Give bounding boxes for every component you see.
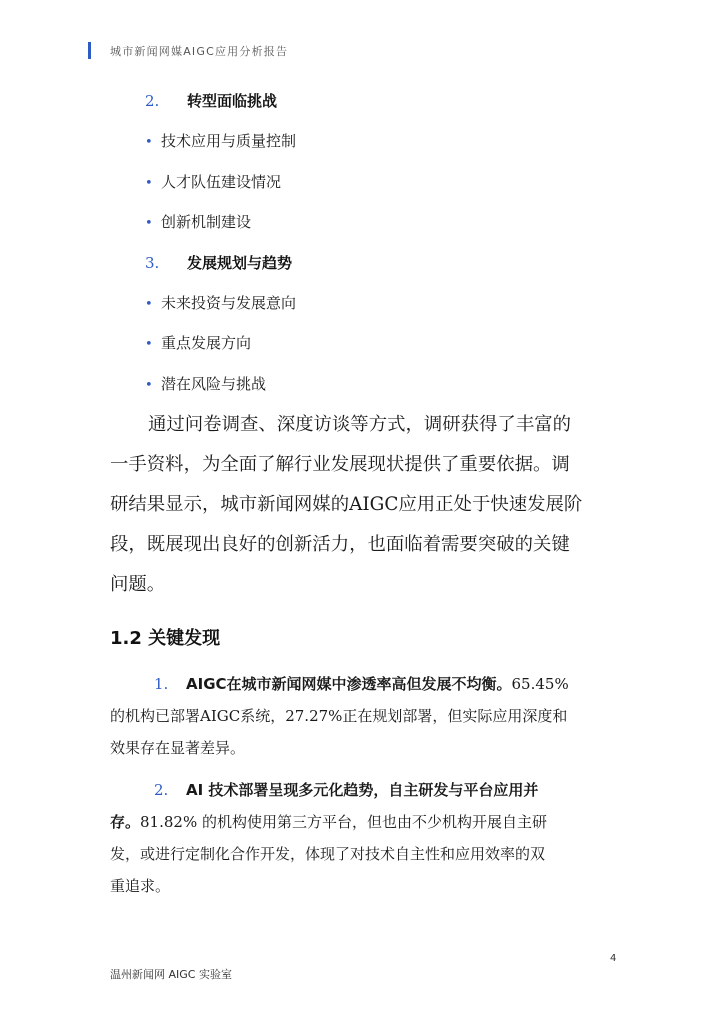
subsection-title: 转型面临挑战 [187,92,278,110]
paragraph-line: 通过问卷调查、深度访谈等方式，调研获得了丰富的 [148,414,571,435]
bullet-text: 创新机制建设 [161,213,252,231]
bullet-item [145,130,296,151]
bullet-dot-icon: • [145,216,153,231]
bullet-dot-icon: • [145,378,153,393]
bullet-dot-icon: • [145,297,153,312]
bullet-text: 潜在风险与挑战 [161,375,267,393]
footer-org: 温州新闻网 AIGC 实验室 [110,968,232,981]
finding-number: 1. [154,675,169,693]
finding-line: 的机构已部署AIGC系统，27.27%正在规划部署，但实际应用深度和 [110,707,568,725]
finding-item [110,668,620,764]
paragraph-line: 一手资料，为全面了解行业发展现状提供了重要依据。调 [110,454,570,475]
header-accent-bar [88,42,91,59]
bullet-item [145,332,251,353]
finding-line: 重追求。 [110,877,171,895]
page-number: 4 [610,953,617,964]
subsection-heading [145,252,292,273]
header-title: 城市新闻网媒AIGC应用分析报告 [110,45,289,58]
subsection-number: 2. [145,92,160,110]
bullet-item [145,373,266,394]
bullet-dot-icon: • [145,337,153,352]
bullet-text: 技术应用与质量控制 [161,132,297,150]
finding-number: 2. [154,781,169,799]
finding-item [110,774,620,902]
bullet-item [145,211,251,232]
paragraph-line: 问题。 [110,574,166,595]
section-title: 1.2 关键发现 [110,628,221,649]
finding-line: 发，或进行定制化合作开发，体现了对技术自主性和应用效率的双 [110,845,546,863]
bullet-text: 重点发展方向 [161,334,252,352]
subsection-heading [145,90,277,111]
subsection-number: 3. [145,254,160,272]
paragraph-line: 研结果显示，城市新闻网媒的AIGC应用正处于快速发展阶 [110,494,583,515]
finding-line: 效果存在显著差异。 [110,739,246,757]
bullet-text: 未来投资与发展意向 [161,294,297,312]
finding-highlight-cont: 存。 [110,813,141,831]
finding-highlight: AIGC在城市新闻网媒中渗透率高但发展不均衡。 [186,675,512,693]
finding-highlight: AI 技术部署呈现多元化趋势，自主研发与平台应用并 [186,781,539,799]
paragraph-line: 段，既展现出良好的创新活力，也面临着需要突破的关键 [110,534,570,555]
bullet-dot-icon: • [145,176,153,191]
body-paragraph [110,405,610,605]
subsection-title: 发展规划与趋势 [187,254,293,272]
bullet-item [145,171,281,192]
bullet-dot-icon: • [145,135,153,150]
bullet-text: 人才队伍建设情况 [161,173,282,191]
bullet-item [145,292,296,313]
finding-text: 81.82% 的机构使用第三方平台，但也由不少机构开展自主研 [140,813,547,831]
finding-text: 65.45% [511,675,569,693]
